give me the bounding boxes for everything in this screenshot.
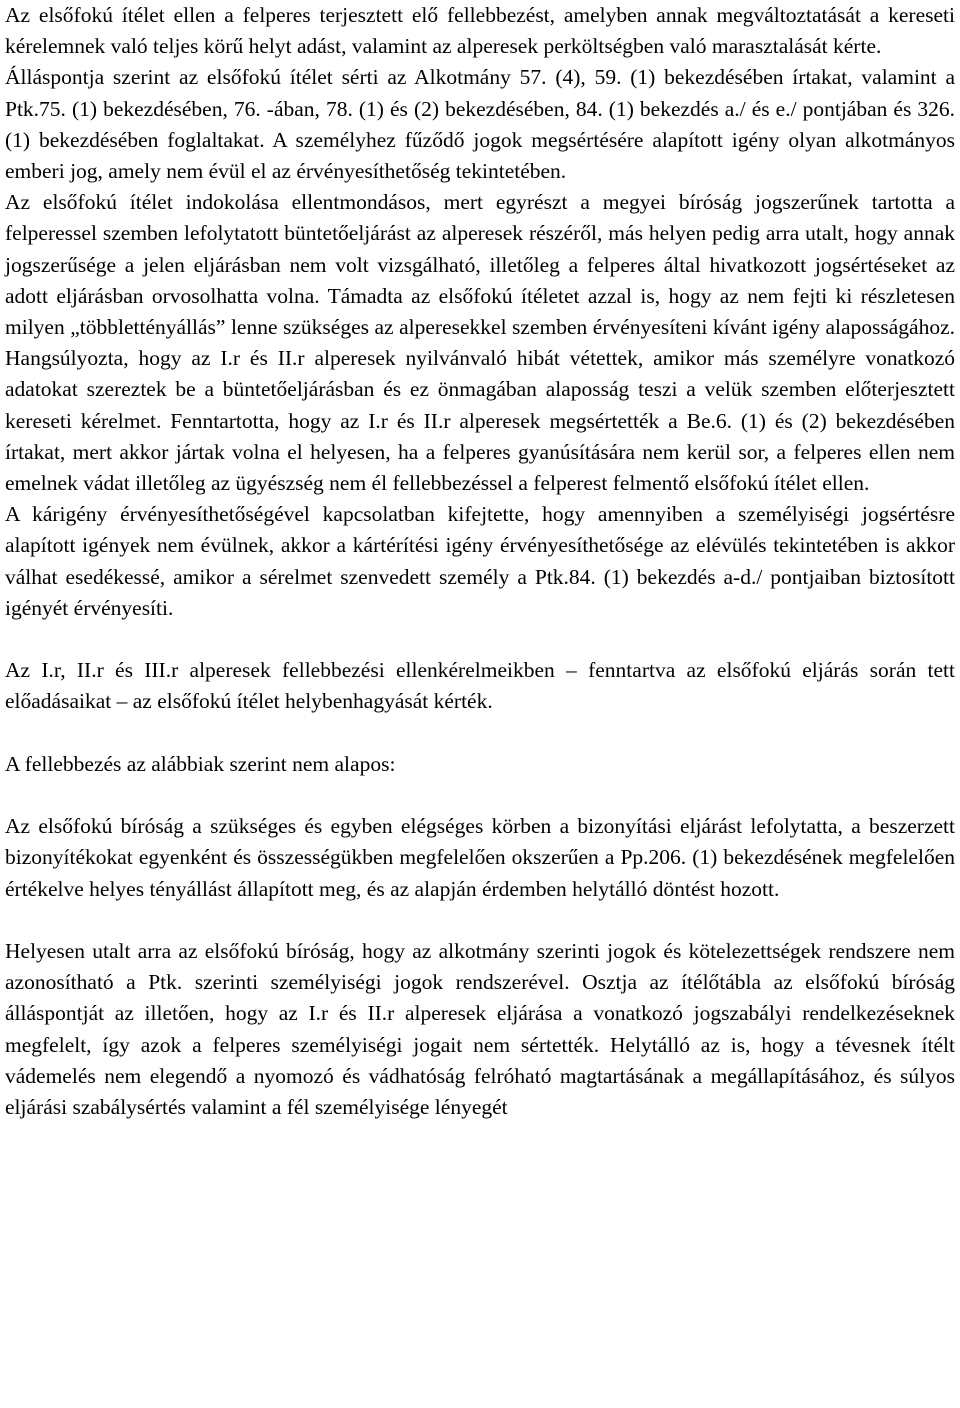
- paragraph-counter-requests: Az I.r, II.r és III.r alperesek fellebbezési ellenkérelmeikben – fenntartva az elsőfokú eljárás során tett előadásaikat – az elsőfokú ítélet helybenhagyását kérték.: [5, 658, 955, 714]
- paragraph-appeal-request: Az elsőfokú ítélet ellen a felperes terjesztett elő fellebbezést, amelyben annak megváltoztatását a kereseti kérelemnek való teljes körű helyt adást, valamint az alperesek perköltségben való marasztalását kérte.: [5, 3, 955, 59]
- paragraph-damage-claim: A kárigény érvényesíthetőségével kapcsolatban kifejtette, hogy amennyiben a személyiségi jogsértésre alapított igények nem évülnek, akkor a kártérítési igény érvényesíthetősége az elévülés tekintetében is akkor válhat esedékessé, amikor a sérelmet szenvedett személy a Ptk.84. (1) bekezdés a-d./ pontjaiban biztosított igényét érvényesíti.: [5, 502, 955, 620]
- document-page: [5, 0, 955, 1123]
- paragraph-appeal-unfounded: A fellebbezés az alábbiak szerint nem alapos:: [5, 751, 396, 776]
- paragraph-evidence-procedure: Az elsőfokú bíróság a szükséges és egyben elégséges körben a bizonyítási eljárást lefolytatta, a beszerzett bizonyítékokat egyenként és összességükben megfelelően okszerűen a Pp.206. (1) bekezdésének megfelelően értékelve helyes tényállást állapított meg, és az alapján érdemben helytálló döntést hozott.: [5, 814, 955, 901]
- paragraph-court-reference: Helyesen utalt arra az elsőfokú bíróság, hogy az alkotmány szerinti jogok és kötelezettségek rendszere nem azonosítható a Ptk. szerinti személyiségi jogok rendszerével. Osztja az ítélőtábla az elsőfokú bíróság álláspontját az illetően, hogy az I.r és II.r alperesek eljárása a vonatkozó jogszabályi rendelkezéseknek megfelelt, így azok a felperes személyiségi jogait nem sértették. Helytálló az is, hogy a tévesnek ítélt vádemelés nem elegendő a nyomozó és vádhatóság felróható magtartásának a megállapításához, és súlyos eljárási szabálysértés valamint a fél személyisége lényegét: [5, 939, 955, 1120]
- paragraph-position: Álláspontja szerint az elsőfokú ítélet sérti az Alkotmány 57. (4), 59. (1) bekezdésében írtakat, valamint a Ptk.75. (1) bekezdésében, 76. -ában, 78. (1) és (2) bekezdésében, 84. (1) bekezdés a./ és e./ pontjában és 326. (1) bekezdésében foglaltakat. A személyhez fűződő jogok megsértésére alapított igény olyan alkotmányos emberi jog, amely nem évül el az érvényesíthetőség tekintetében.: [5, 65, 955, 184]
- paragraph-reasoning: Az elsőfokú ítélet indokolása ellentmondásos, mert egyrészt a megyei bíróság jogszerűnek tartotta a felperessel szemben lefolytatott büntetőeljárást az alperesek részéről, más helyen pedig arra utalt, hogy annak jogszerűsége a jelen eljárásban nem volt vizsgálható, illetőleg a felperes által hivatkozott jogsértéseket az adott eljárásban orvosolhatta volna. Támadta az elsőfokú ítéletet azzal is, hogy az nem fejti ki részletesen milyen „többlettényállás” lenne szükséges az alperesekkel szemben érvényesíteni kívánt igény alaposságához. Hangsúlyozta, hogy az I.r és II.r alperesek nyilvánvaló hibát vétettek, amikor más személyre vonatkozó adatokat szereztek be a büntetőeljárásban és ez önmagában alaposság teszi a velük szemben előterjesztett kereseti kérelmet. Fenntartotta, hogy az I.r és II.r alperesek megsértették a Be.6. (1) és (2) bekezdésében írtakat, mert akkor jártak volna el helyesen, ha a felperes gyanúsítására nem kerül sor, a felperes ellen nem emelnek vádat illetőleg az ügyészség nem él fellebbezéssel a felperest felmentő elsőfokú ítélet ellen.: [5, 190, 955, 496]
